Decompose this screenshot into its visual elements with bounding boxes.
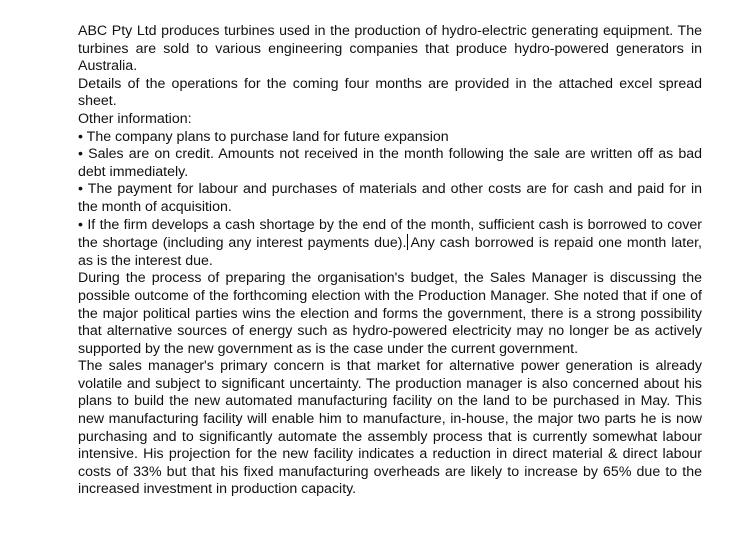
other-information-heading: Other information: xyxy=(78,110,192,127)
bullet-cash-shortage-part2: Any cash borrowed is repaid one month later, as is the interest due. xyxy=(78,235,702,269)
bullet-payments-cash: • The payment for labour and purchases of materials and other costs are for cash and paid for in the month of acquisition. xyxy=(78,181,702,215)
text-cursor xyxy=(407,234,408,250)
bullet-sales-credit: • Sales are on credit. Amounts not received in the month following the sale are written off as bad debt immediately. xyxy=(78,146,702,180)
bullet-land-purchase: • The company plans to purchase land for future expansion xyxy=(78,128,449,145)
budget-paragraph: During the process of preparing the organisation's budget, the Sales Manager is discussing the possible outcome of the forthcoming election with the Production Manager. She noted that if one of the major political parties wins the election and forms the government, there is a strong possibility that alternative sources of energy such as hydro-powered electricity may no longer be as actively supported by the new government as is the case under the current government. xyxy=(78,270,702,357)
document-body[interactable] xyxy=(78,23,702,499)
details-paragraph: Details of the operations for the coming four months are provided in the attached excel spread sheet. xyxy=(78,75,702,110)
bullet-cash-shortage-part1: • If the firm develops a cash shortage by the end of the month, sufficient cash is borrowed to cover the shortage (including any interest payments due). xyxy=(78,216,702,252)
concern-paragraph: The sales manager's primary concern is that market for alternative power generation is already volatile and subject to significant uncertainty. The production manager is also concerned about his plans to build the new automated manufacturing facility on the land to be purchased in May. This new manufacturing facility will enable him to manufacture, in-house, the major two parts he is now purchasing and to significantly automate the assembly process that is currently somewhat labour intensive. His projection for the new facility indicates a reduction in direct material & direct labour costs of 33% but that his fixed manufacturing overheads are likely to increase by 65% due to the increased investment in production capacity. xyxy=(78,358,702,498)
bullet-cash-shortage xyxy=(78,217,702,271)
intro-paragraph: ABC Pty Ltd produces turbines used in the production of hydro-electric generating equipment. The turbines are sold to various engineering companies that produce hydro-powered generators in Australia. xyxy=(78,23,702,75)
